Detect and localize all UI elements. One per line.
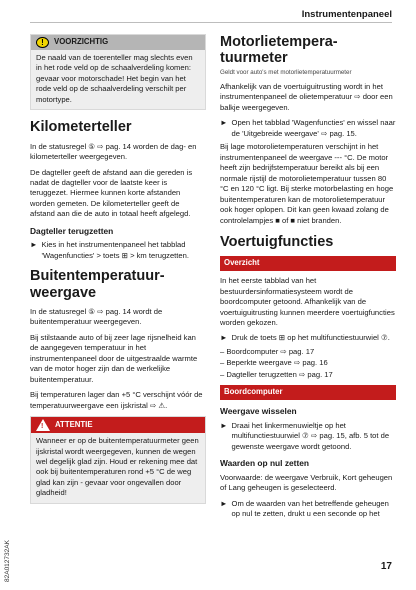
left-column xyxy=(30,34,206,513)
step-press-key-text: Druk de toets ⊞ op het multifunctiestuurwiel ⑦. xyxy=(231,333,390,343)
kilometer-paragraph-1: In de statusregel ⑤ ⇨ pag. 14 worden de dag- en kilometerteller weergegeven. xyxy=(30,141,197,162)
subheading-reset-trip: Dagteller terugzetten xyxy=(30,225,114,236)
bar-overview: Overzicht xyxy=(220,256,396,271)
list-item-boardcomputer: – Boordcomputer ⇨ pag. 17 xyxy=(220,346,315,356)
page-header-title: Instrumentenpaneel xyxy=(301,9,392,20)
step-open-tab xyxy=(220,118,396,139)
list-item-reset-trip: – Dagteller terugzetten ⇨ pag. 17 xyxy=(220,369,333,379)
section-title-kilometer: Kilometerteller xyxy=(30,119,132,136)
motortemp-paragraph-2: Bij lage motorolietemperaturen verschijnt in het instrumentenpaneel de weergave --- °C. De motor heeft zijn bedrijfstemperatuur bereikt als bij een normale rijstijl de motorolietemperatuur tussen 80 °C en 120 °C ligt. Bij sterke motorbelasting en hoge buitentemperaturen kan de motorolietemperatuur ook hoger oplopen. Dit kan geen kwaad zolang de controlelampjes ■ of ■ niet branden. xyxy=(220,142,394,225)
list-item-limited-view: – Beperkte weergave ⇨ pag. 16 xyxy=(220,358,328,368)
motortemp-paragraph-1: Afhankelijk van de voertuiguitrusting wordt in het instrumentenpaneel de olietemperatuur ⇨ door een balkje weergegeven. xyxy=(220,82,393,112)
attention-label: ATTENTIE xyxy=(55,419,93,429)
caution-header xyxy=(31,35,205,50)
caution-label: VOORZICHTIG xyxy=(54,37,109,47)
page-number: 17 xyxy=(380,561,392,573)
step-press-key xyxy=(220,333,396,343)
section-title-motortemp: Motorlietempera-tuurmeter xyxy=(220,34,338,67)
step-reset-trip xyxy=(30,240,206,261)
exclamation-icon: ! xyxy=(36,37,49,48)
step-arrow-icon: ► xyxy=(220,118,228,128)
step-arrow-icon: ► xyxy=(220,420,228,430)
outside-paragraph-3: Bij temperaturen lager dan +5 °C verschijnt vóór de temperatuurweergave een ijskristal ⇨ ⚠. xyxy=(30,390,203,410)
right-column xyxy=(220,34,396,523)
subheading-switch-view: Weergave wisselen xyxy=(220,406,297,417)
caution-callout xyxy=(30,34,206,110)
document-code: 82A012732AK xyxy=(4,540,11,582)
kilometer-paragraph-2: De dagteller geeft de afstand aan die gereden is nadat de dagteller voor de laatste keer is teruggezet. Hiermee kunnen korte afstanden worden gemeten. De kilometerteller geeft de afstand aan die de auto in totaal heeft afgelegd. xyxy=(30,167,193,219)
step-open-tab-text: Open het tabblad 'Wagenfuncties' en wissel naar de 'Uitgebreide weergave' ⇨ pag. 15. xyxy=(231,118,396,138)
section-title-vehicle-functions: Voertuigfuncties xyxy=(220,234,334,251)
outside-paragraph-2: Bij stilstaande auto of bij zeer lage rijsnelheid kan de aangegeven temperatuur in het instrumentenpaneel door de uitgestraalde warmte van de motor hoger zijn dan de werkelijke buitentemperatuur. xyxy=(30,332,198,384)
step-reset-memory-text: Om de waarden van het betreffende geheugen op nul te zetten, drukt u een seconde op het xyxy=(231,498,389,519)
attention-callout xyxy=(30,416,206,504)
bar-boardcomputer: Boordcomputer xyxy=(220,385,396,400)
step-arrow-icon: ► xyxy=(220,498,228,508)
attention-header xyxy=(31,417,205,433)
vehicle-paragraph-1: In het eerste tabblad van het bestuurdersinformatiesysteem wordt de boordcomputer getoond. Afhankelijk van de voertuiguitrusting kunnen meerdere voertuigfuncties worden gekozen. xyxy=(220,276,395,327)
header-divider xyxy=(30,22,392,23)
vehicle-paragraph-2: Voorwaarde: de weergave Verbruik, Kort geheugen of Lang geheugen is geselecteerd. xyxy=(220,472,393,493)
step-turn-wheel xyxy=(220,421,396,452)
attention-text: Wanneer er op de buitentemperatuurmeter geen ijskristal wordt weergegeven, kunnen de wegen wel degelijk glad zijn. Houd er rekening mee dat ook bij buitentemperaturen rond +5 °C de weg glad kan zijn - gevaar voor ongevallen door gladheid! xyxy=(31,433,205,503)
warning-triangle-icon: ! xyxy=(36,419,50,431)
step-turn-wheel-text: Draai het linkermenuwieltje op het multifunctiestuurwiel ⑦ ⇨ pag. 15, afb. 5 tot de gewenste weergave wordt getoond. xyxy=(231,420,390,451)
section-title-outside-temp: Buitentemperatuur-weergave xyxy=(30,268,165,301)
step-arrow-icon: ► xyxy=(30,240,38,250)
step-reset-memory xyxy=(220,499,396,520)
outside-paragraph-1: In de statusregel ⑤ ⇨ pag. 14 wordt de buitentemperatuur weergegeven. xyxy=(30,306,163,327)
subheading-reset-values: Waarden op nul zetten xyxy=(220,458,310,469)
step-reset-trip-text: Kies in het instrumentenpaneel het tabblad 'Wagenfuncties' > toets ⊞ > km terugzetten. xyxy=(41,240,189,260)
motortemp-applicability: Geldt voor auto's met motorlietemperatuurmeter xyxy=(220,69,352,77)
step-arrow-icon: ► xyxy=(220,333,228,343)
caution-text: De naald van de toerenteller mag slechts even in het rode veld op de schaalverdeling komen: gevaar voor motorschade! Het begin van het rode veld op de schaalverdeling verschilt per motortype. xyxy=(31,50,205,109)
